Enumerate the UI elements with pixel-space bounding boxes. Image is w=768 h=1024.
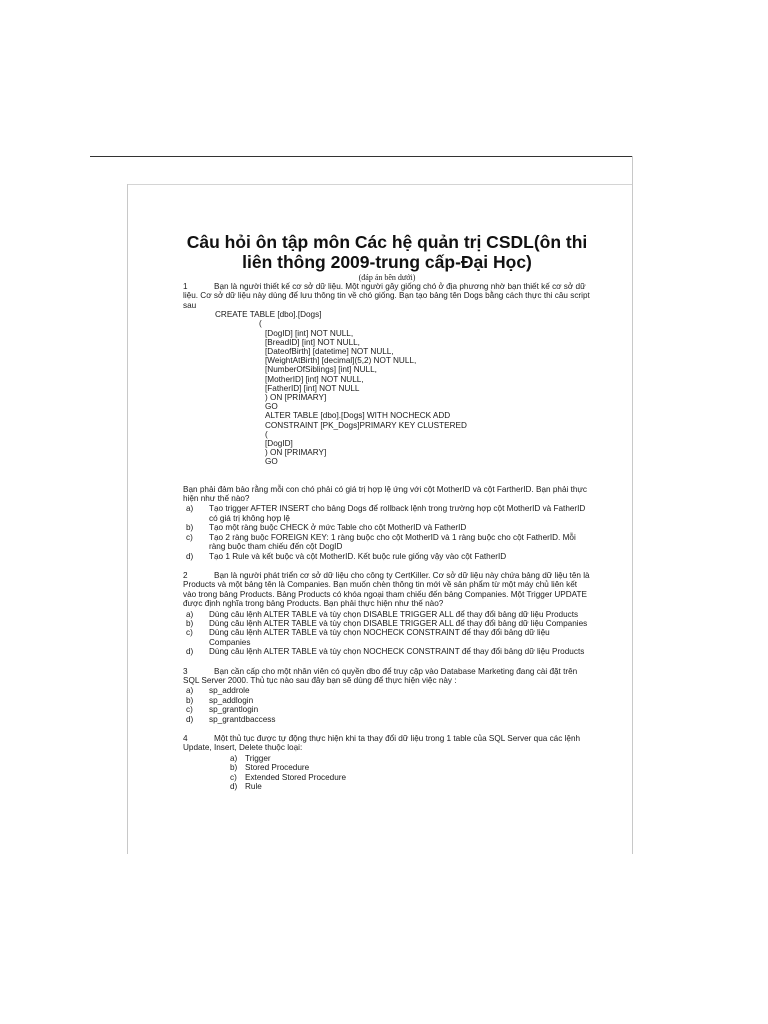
code-line: ( bbox=[265, 429, 268, 439]
code-line: ( bbox=[259, 319, 262, 329]
code-line: [WeightAtBirth] [decimal](5,2) NOT NULL, bbox=[265, 356, 417, 366]
option-item bbox=[183, 628, 591, 647]
option-text: Tạo 1 Rule và kết buộc và cột MotherID. Kết buộc rule giống vậy vào cột FatherID bbox=[209, 551, 507, 561]
option-letter: d) bbox=[186, 714, 194, 724]
question-number: 3 bbox=[183, 666, 188, 676]
question-followup: Bạn phải đảm bảo rằng mỗi con chó phải có giá trị hợp lệ ứng với cột MotherID và cột FartherID. Bạn phải thực hiện như thế nào? bbox=[183, 484, 587, 504]
option-letter: a) bbox=[186, 504, 194, 514]
option-item bbox=[183, 773, 591, 782]
question-1 bbox=[183, 282, 591, 561]
question-text: Bạn là người thiết kế cơ sở dữ liệu. Một người gây giống chó ở địa phương nhờ bạn thiết kế cơ sở dữ liệu. Cơ sở dữ liệu này dùng để lưu thông tin về chó giống. Bạn tạo bảng tên Dogs bằng cách thực thi câu script sau bbox=[183, 282, 590, 310]
option-text: sp_grantlogin bbox=[209, 705, 259, 715]
option-letter: c) bbox=[230, 772, 237, 782]
option-letter: b) bbox=[186, 523, 194, 533]
option-item bbox=[183, 754, 591, 763]
option-text: Stored Procedure bbox=[245, 763, 310, 773]
answer-note: (đáp án bên dưới) bbox=[358, 273, 416, 282]
option-letter: d) bbox=[230, 782, 238, 792]
code-line: CREATE TABLE [dbo].[Dogs] bbox=[215, 310, 322, 320]
code-line: GO bbox=[265, 402, 278, 412]
page-right-edge bbox=[632, 156, 633, 854]
code-line: ) ON [PRIMARY] bbox=[265, 448, 327, 458]
question-text: Bạn là người phát triển cơ sở dữ liệu cho công ty CertKiller. Cơ sở dữ liệu này chứa bảng dữ liệu tên là Products và một bảng tên là Companies. Bạn muốn chèn thông tin mới về sản phẩm từ một máy chủ liên kết vào trong bảng Products. Bảng Products có khóa ngoại tham chiếu đến bảng Companies. Một Trigger UPDATE được định nghĩa trong bảng Products. Bạn phải thực hiện như thế nào? bbox=[183, 570, 590, 609]
option-letter: b) bbox=[230, 763, 238, 773]
code-line: [NumberOfSiblings] [int] NULL, bbox=[265, 365, 377, 375]
question-2 bbox=[183, 571, 591, 657]
option-letter: d) bbox=[186, 551, 194, 561]
option-item bbox=[183, 552, 591, 561]
option-letter: b) bbox=[186, 618, 194, 628]
option-letter: c) bbox=[186, 705, 193, 715]
option-item bbox=[183, 647, 591, 656]
option-text: Dùng câu lệnh ALTER TABLE và tùy chọn NOCHECK CONSTRAINT để thay đổi bảng dữ liệu Companies bbox=[209, 628, 550, 647]
question-number: 2 bbox=[183, 570, 188, 580]
code-line: ) ON [PRIMARY] bbox=[265, 393, 327, 403]
code-line: GO bbox=[265, 457, 278, 467]
option-text: Tạo trigger AFTER INSERT cho bảng Dogs để rollback lệnh trong trường hợp cột MotherID và FatherID có giá trị không hợp lệ bbox=[209, 504, 586, 523]
options-list bbox=[183, 686, 591, 724]
option-item bbox=[183, 763, 591, 772]
question-text: Một thủ tục được tự động thực hiện khi ta thay đổi dữ liệu trong 1 table của SQL Server qua các lệnh Update, Insert, Delete thuộc loại: bbox=[183, 734, 581, 753]
option-text: Dùng câu lệnh ALTER TABLE và tùy chọn NOCHECK CONSTRAINT để thay đổi bảng dữ liệu Products bbox=[209, 647, 585, 657]
question-number: 1 bbox=[183, 282, 188, 291]
code-line: [DogID] bbox=[265, 439, 293, 449]
option-text: sp_addrole bbox=[209, 686, 250, 696]
question-number: 4 bbox=[183, 734, 188, 744]
option-text: sp_grantdbaccess bbox=[209, 714, 276, 724]
options-list bbox=[183, 504, 591, 560]
option-item bbox=[183, 686, 591, 695]
option-letter: c) bbox=[186, 532, 193, 542]
top-divider bbox=[90, 156, 632, 157]
option-text: Dùng câu lệnh ALTER TABLE và tùy chọn DISABLE TRIGGER ALL để thay đổi bảng dữ liệu Products bbox=[209, 609, 579, 619]
option-text: sp_addlogin bbox=[209, 695, 254, 705]
options-list bbox=[183, 610, 591, 657]
option-text: Dùng câu lệnh ALTER TABLE và tùy chọn DISABLE TRIGGER ALL để thay đổi bảng dữ liệu Companies bbox=[209, 618, 588, 628]
option-text: Tạo một ràng buộc CHECK ở mức Table cho cột MotherID và FatherID bbox=[209, 523, 467, 533]
code-line: CONSTRAINT [PK_Dogs]PRIMARY KEY CLUSTERED bbox=[265, 420, 467, 430]
option-item bbox=[183, 705, 591, 714]
question-3 bbox=[183, 667, 591, 724]
option-letter: d) bbox=[186, 647, 194, 657]
options-list bbox=[183, 754, 591, 792]
page-top-edge bbox=[127, 184, 632, 185]
option-text: Tạo 2 ràng buộc FOREIGN KEY: 1 ràng buộc cho cột MotherID và 1 ràng buộc cho cột FatherID. Mỗi ràng buộc tham chiếu đến cột DogID bbox=[209, 532, 576, 552]
code-line: [BreadID] [int] NOT NULL, bbox=[265, 337, 360, 347]
code-line: [FatherID] [int] NOT NULL bbox=[265, 383, 360, 393]
code-line: ALTER TABLE [dbo].[Dogs] WITH NOCHECK ADD bbox=[265, 411, 451, 421]
option-letter: b) bbox=[186, 695, 194, 705]
option-item bbox=[183, 610, 591, 619]
option-letter: a) bbox=[186, 686, 194, 696]
option-item bbox=[183, 782, 591, 791]
option-text: Extended Stored Procedure bbox=[245, 772, 347, 782]
document-title: Câu hỏi ôn tập môn Các hệ quản trị CSDL(ôn thi liên thông 2009-trung cấp-Đại Học) bbox=[186, 232, 588, 272]
option-item bbox=[183, 533, 591, 552]
page-left-edge bbox=[127, 184, 128, 854]
option-letter: c) bbox=[186, 628, 193, 638]
option-letter: a) bbox=[186, 609, 194, 619]
option-item bbox=[183, 715, 591, 724]
option-item bbox=[183, 504, 591, 523]
option-item bbox=[183, 619, 591, 628]
option-item bbox=[183, 696, 591, 705]
option-text: Rule bbox=[245, 782, 262, 792]
option-letter: a) bbox=[230, 753, 238, 763]
code-line: [MotherID] [int] NOT NULL, bbox=[265, 374, 364, 384]
question-text: Bạn cần cấp cho một nhân viên có quyền dbo để truy cập vào Database Marketing đang cài đặt trên SQL Server 2000. Thủ tục nào sau đây bạn sẽ dùng để thực hiện việc này : bbox=[183, 666, 578, 685]
code-line: [DateofBirth] [datetime] NOT NULL, bbox=[265, 347, 394, 357]
option-text: Trigger bbox=[245, 753, 271, 763]
code-line: [DogID] [int] NOT NULL, bbox=[265, 328, 354, 338]
question-4 bbox=[183, 734, 591, 791]
option-item bbox=[183, 523, 591, 532]
document-page bbox=[183, 232, 591, 791]
